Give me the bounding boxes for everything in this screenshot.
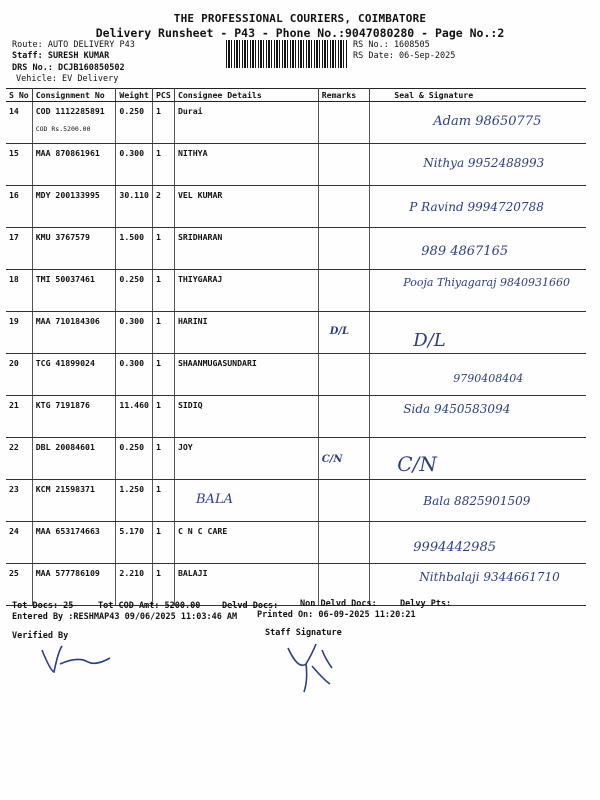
entered-by: Entered By :RESHMAP43 09/06/2025 11:03:46 AM: [12, 612, 238, 622]
tot-cod: Tot COD Amt: 5200.00: [98, 601, 201, 611]
row-weight: 1.250: [116, 480, 153, 522]
runsheet-table: [6, 88, 586, 606]
row-sno: 18: [6, 270, 32, 312]
cod-amount: COD Rs.5200.00: [35, 125, 91, 133]
row-consignment: MDY 200133995: [32, 186, 116, 228]
table-header-row: [6, 89, 586, 102]
rs-number: RS No.: 1608505: [353, 40, 430, 50]
row-remarks: [318, 354, 370, 396]
row-signature: Adam 98650775: [370, 102, 586, 144]
table-row: [6, 564, 586, 606]
row-weight: 0.250: [116, 270, 153, 312]
row-weight: 1.500: [116, 228, 153, 270]
row-signature: Nithbalaji 9344661710: [370, 564, 586, 606]
table-row: [6, 102, 586, 144]
row-sno: 20: [6, 354, 32, 396]
row-pcs: 1: [152, 312, 174, 354]
row-pcs: 1: [152, 522, 174, 564]
row-consignment: MAA 653174663: [32, 522, 116, 564]
row-consignment: MAA 710184306: [32, 312, 116, 354]
tot-docs: Tot Docs: 25: [12, 601, 74, 611]
row-consignment: DBL 20084601: [32, 438, 116, 480]
row-sno: 23: [6, 480, 32, 522]
row-sno: 22: [6, 438, 32, 480]
row-sno: 21: [6, 396, 32, 438]
table-row: [6, 228, 586, 270]
row-signature: D/L: [370, 312, 586, 354]
row-signature: 9790408404: [370, 354, 586, 396]
table-row: [6, 312, 586, 354]
route-label: Route: AUTO DELIVERY P43: [12, 40, 135, 50]
table-row: [6, 522, 586, 564]
row-consignee: HARINI: [174, 312, 318, 354]
row-consignment: TCG 41899024: [32, 354, 116, 396]
row-pcs: 2: [152, 186, 174, 228]
row-consignee: Durai: [174, 102, 318, 144]
table-row: [6, 438, 586, 480]
row-sno: 16: [6, 186, 32, 228]
row-remarks: [318, 522, 370, 564]
barcode: [226, 40, 348, 68]
col-remarks: Remarks: [318, 89, 370, 102]
col-weight: Weight: [116, 89, 153, 102]
row-consignment: COD 1112285891 COD Rs.5200.00: [32, 102, 116, 144]
row-pcs: 1: [152, 102, 174, 144]
row-consignment: MAA 577786109: [32, 564, 116, 606]
vehicle-label: Vehicle: EV Delivery: [16, 74, 119, 84]
row-consignee: VEL KUMAR: [174, 186, 318, 228]
row-consignment: KTG 7191876: [32, 396, 116, 438]
row-pcs: 1: [152, 564, 174, 606]
table-row: [6, 186, 586, 228]
row-remarks: D/L: [318, 312, 370, 354]
row-signature: 989 4867165: [370, 228, 586, 270]
company-title: THE PROFESSIONAL COURIERS, COIMBATORE: [173, 12, 427, 25]
verified-signature: [38, 642, 118, 678]
row-sno: 24: [6, 522, 32, 564]
row-consignee: THIYGARAJ: [174, 270, 318, 312]
row-signature: C/N: [370, 438, 586, 480]
row-signature: Nithya 9952488993: [370, 144, 586, 186]
row-weight: 0.250: [116, 102, 153, 144]
row-weight: 0.250: [116, 438, 153, 480]
row-consignee: NITHYA: [174, 144, 318, 186]
row-sno: 14: [6, 102, 32, 144]
row-sno: 17: [6, 228, 32, 270]
verified-by: Verified By: [12, 631, 69, 641]
row-signature: Bala 8825901509: [370, 480, 586, 522]
row-sno: 15: [6, 144, 32, 186]
runsheet-subtitle: Delivery Runsheet - P43 - Phone No.:9047080280 - Page No.:2: [95, 26, 505, 40]
row-weight: 5.170: [116, 522, 153, 564]
row-remarks: [318, 270, 370, 312]
row-weight: 30.110: [116, 186, 153, 228]
row-remarks: [318, 186, 370, 228]
row-signature: Pooja Thiyagaraj 9840931660: [370, 270, 586, 312]
row-signature: Sida 9450583094: [370, 396, 586, 438]
table-row: [6, 396, 586, 438]
row-remarks: [318, 102, 370, 144]
row-consignment: KCM 21598371: [32, 480, 116, 522]
row-consignee: BALAJI: [174, 564, 318, 606]
row-pcs: 1: [152, 228, 174, 270]
row-weight: 11.460: [116, 396, 153, 438]
printed-on: Printed On: 06-09-2025 11:20:21: [257, 610, 416, 620]
col-signature: Seal & Signature: [370, 89, 586, 102]
row-sno: 25: [6, 564, 32, 606]
row-remarks: C/N: [318, 438, 370, 480]
row-consignee: SIDIQ: [174, 396, 318, 438]
non-delvd-docs: Non Delvd Docs:: [300, 599, 377, 609]
row-consignee: SHAANMUGASUNDARI: [174, 354, 318, 396]
row-sno: 19: [6, 312, 32, 354]
table-row: [6, 354, 586, 396]
row-remarks: [318, 228, 370, 270]
staff-signature: Staff Signature: [265, 628, 342, 638]
row-pcs: 1: [152, 396, 174, 438]
col-pcs: PCS: [152, 89, 174, 102]
col-sno: S No: [6, 89, 32, 102]
row-consignee: C N C CARE: [174, 522, 318, 564]
row-weight: 0.300: [116, 354, 153, 396]
row-signature: P Ravind 9994720788: [370, 186, 586, 228]
row-weight: 2.210: [116, 564, 153, 606]
row-remarks: [318, 396, 370, 438]
row-weight: 0.300: [116, 144, 153, 186]
col-consignment: Consignment No: [32, 89, 116, 102]
staff-signature-mark: [282, 640, 342, 694]
row-consignment: TMI 50037461: [32, 270, 116, 312]
row-pcs: 1: [152, 438, 174, 480]
row-remarks: [318, 480, 370, 522]
row-consignment: KMU 3767579: [32, 228, 116, 270]
delvd-docs: Delvd Docs:: [222, 601, 279, 611]
table-row: [6, 270, 586, 312]
row-pcs: 1: [152, 144, 174, 186]
row-weight: 0.300: [116, 312, 153, 354]
table-row: [6, 144, 586, 186]
col-consignee: Consignee Details: [174, 89, 318, 102]
row-consignment: MAA 870861961: [32, 144, 116, 186]
delvy-pts: Delvy Pts:: [400, 599, 452, 609]
row-remarks: [318, 144, 370, 186]
row-pcs: 1: [152, 480, 174, 522]
row-pcs: 1: [152, 354, 174, 396]
rs-date: RS Date: 06-Sep-2025: [353, 51, 456, 61]
extra-note: BALA: [196, 492, 233, 507]
table-row: [6, 480, 586, 522]
row-signature: 9994442985: [370, 522, 586, 564]
row-consignee: JOY: [174, 438, 318, 480]
drs-label: DRS No.: DCJB160850502: [12, 63, 125, 73]
staff-label: Staff: SURESH KUMAR: [12, 51, 110, 61]
row-consignee: SRIDHARAN: [174, 228, 318, 270]
row-pcs: 1: [152, 270, 174, 312]
